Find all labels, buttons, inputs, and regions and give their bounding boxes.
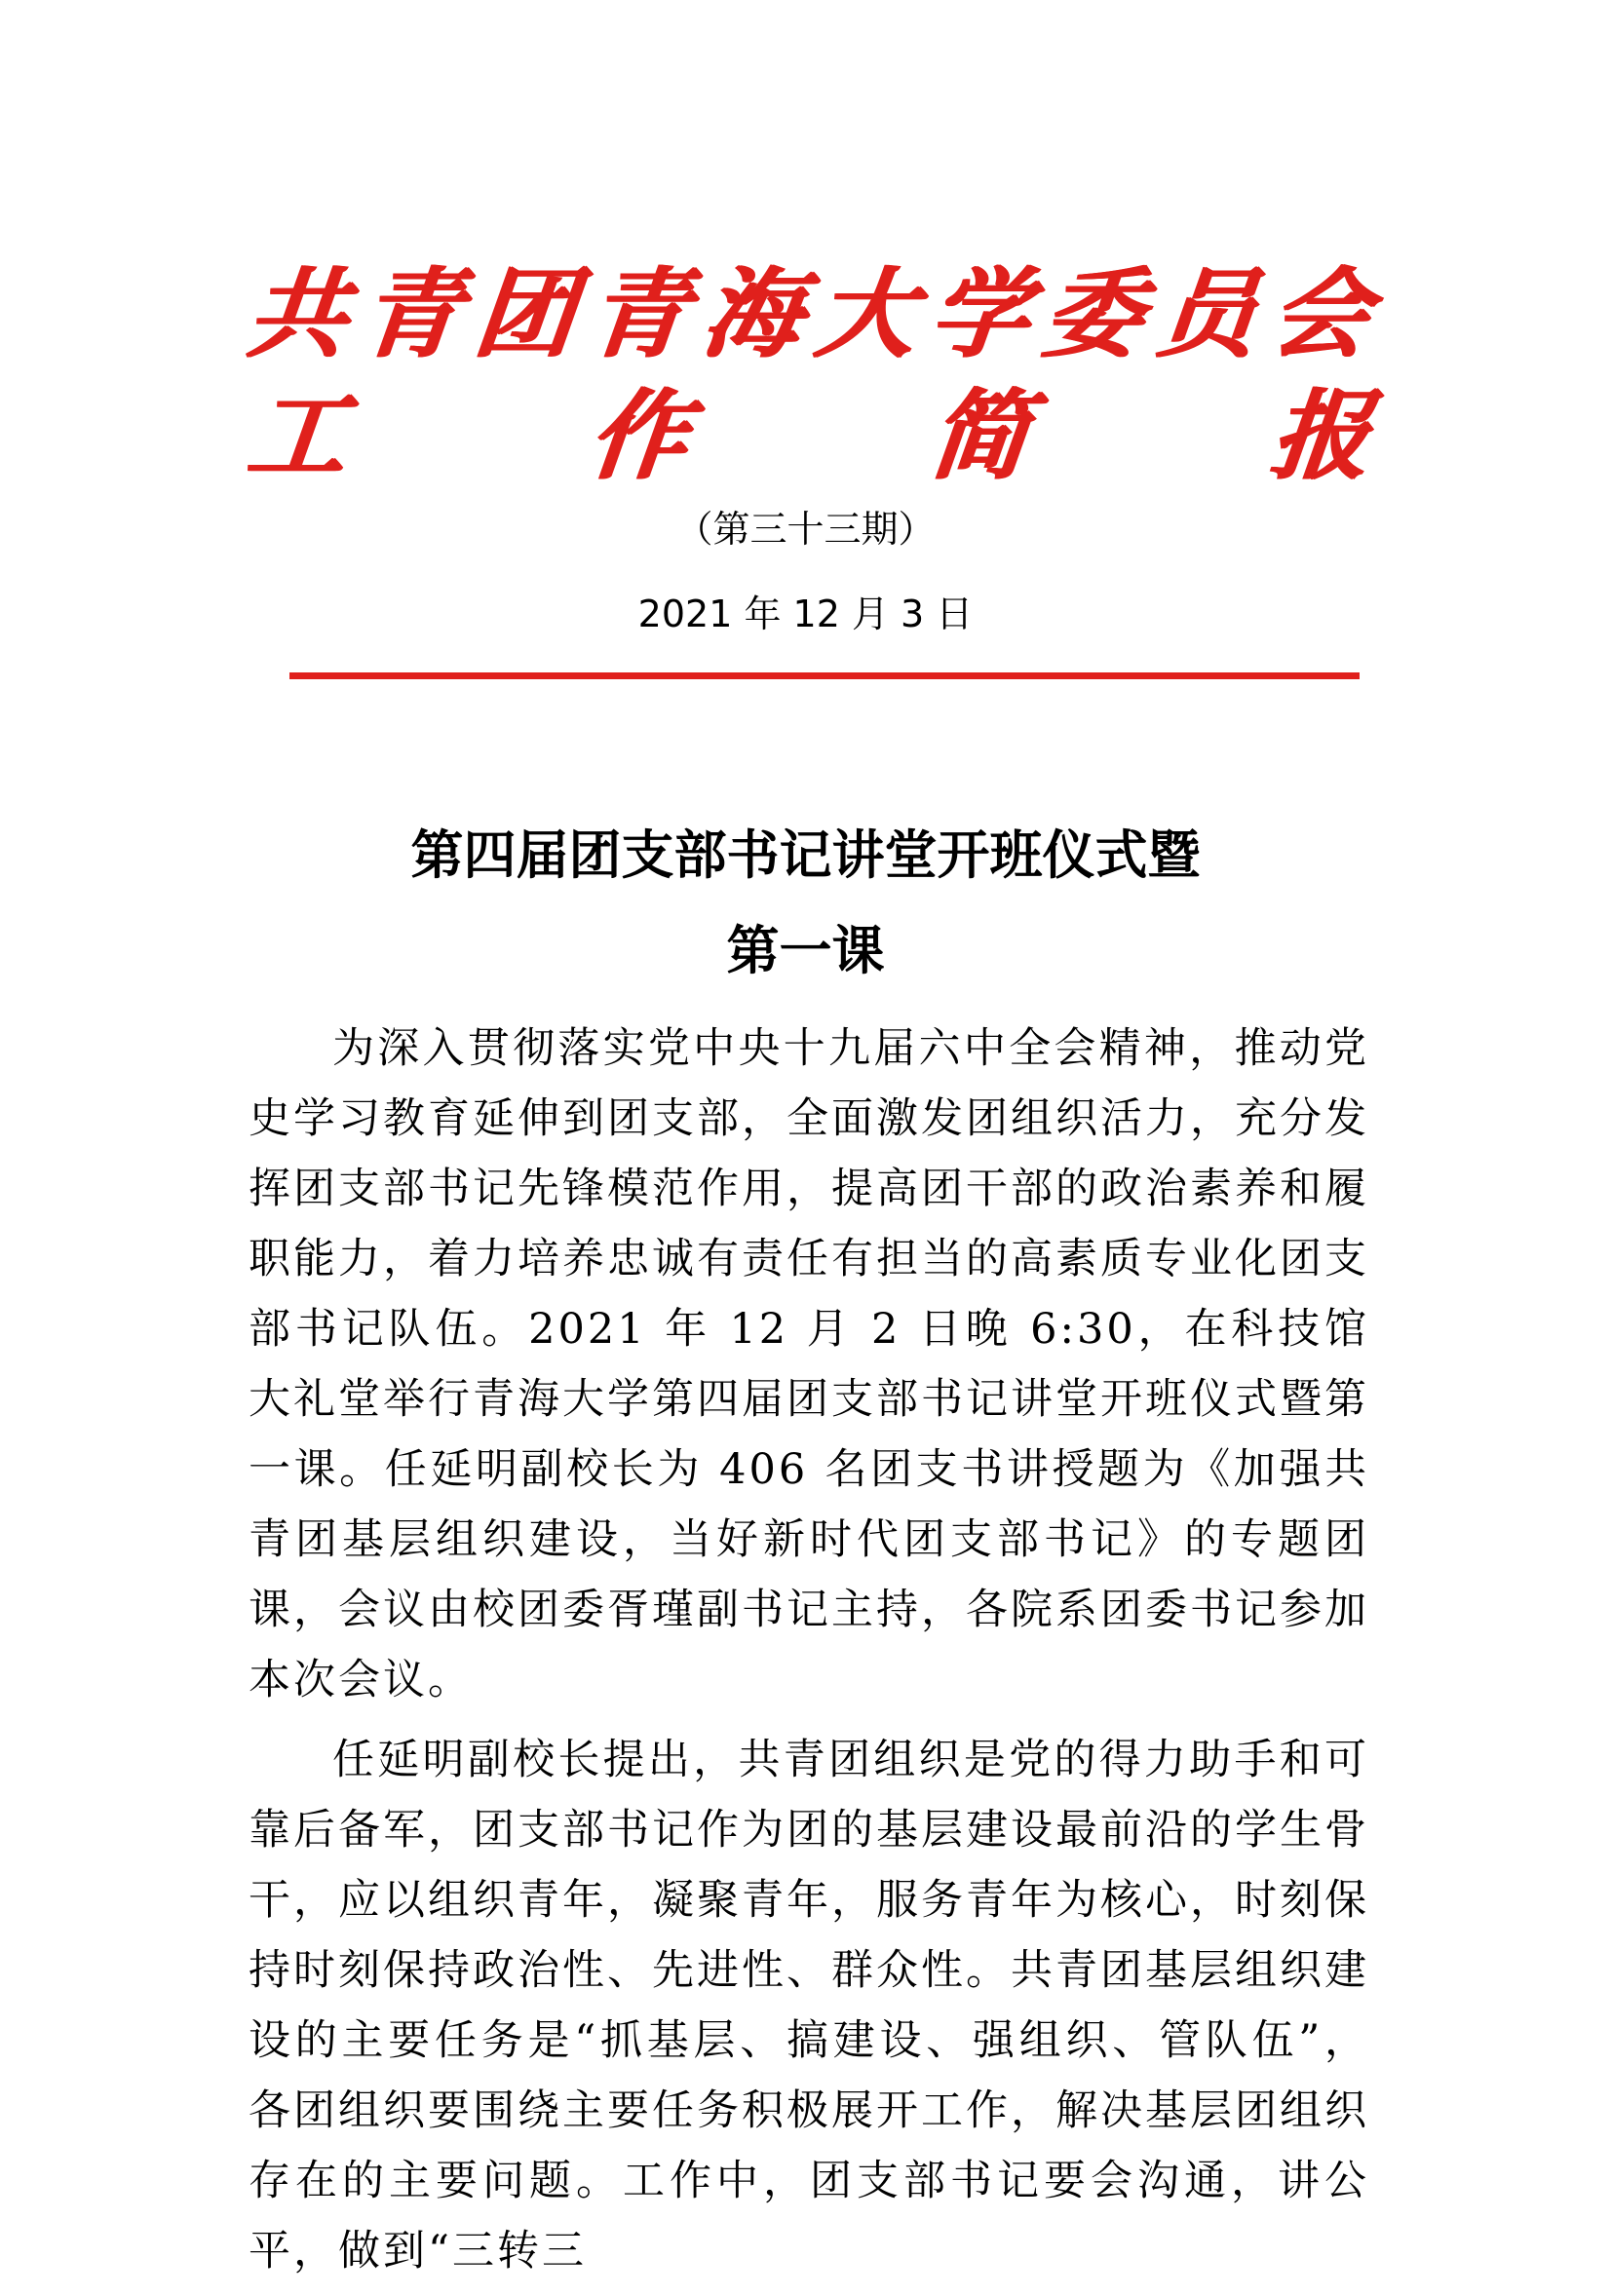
masthead-char: 青 xyxy=(583,256,694,371)
article-paragraph: 为深入贯彻落实党中央十九届六中全会精神，推动党史学习教育延伸到团支部，全面激发团组织活力，充分发挥团支部书记先锋模范作用，提高团干部的政治素养和履职能力，着力培养忠诚有责任有担当的高素质专业化团支部书记队伍。2021 年 12 月 2 日晚 6:30，在科技馆大礼堂举行青海大学第四届团支部书记讲堂开班仪式暨第一课。任延明副校长为 406 名团支书讲授题为《加强共青团基层组织建设，当好新时代团支部书记》的专题团课，会议由校团委胥瑾副书记主持，各院系团委书记参加本次会议。 xyxy=(249,1024,1369,1704)
masthead-char: 工 xyxy=(242,378,353,493)
masthead-char: 委 xyxy=(1038,256,1148,371)
masthead-char: 海 xyxy=(697,256,807,371)
issue-date: 2021 年 12 月 3 日 xyxy=(637,593,974,635)
masthead-org-name xyxy=(243,255,1376,372)
article-body xyxy=(249,1014,1369,2296)
masthead-char: 简 xyxy=(924,378,1035,493)
masthead-char: 团 xyxy=(470,256,580,371)
masthead-char: 报 xyxy=(1265,378,1376,493)
article-title-line2: 第一课 xyxy=(726,919,885,981)
masthead-char: 作 xyxy=(583,378,694,493)
issue-number: （第三十三期） xyxy=(675,508,936,551)
masthead-char: 员 xyxy=(1152,256,1262,371)
masthead-publication-name xyxy=(242,375,1375,497)
masthead-char: 青 xyxy=(356,256,466,371)
masthead-char: 共 xyxy=(242,256,353,371)
masthead-char: 会 xyxy=(1265,256,1376,371)
red-divider xyxy=(289,672,1360,679)
masthead-char: 大 xyxy=(811,256,921,371)
article-paragraph: 任延明副校长提出，共青团组织是党的得力助手和可靠后备军，团支部书记作为团的基层建设最前沿的学生骨干，应以组织青年，凝聚青年，服务青年为核心，时刻保持时刻保持政治性、先进性、群众性。共青团基层组织建设的主要任务是“抓基层、搞建设、强组织、管队伍”，各团组织要围绕主要任务积极展开工作，解决基层团组织存在的主要问题。工作中，团支部书记要会沟通，讲公平，做到“三转三 xyxy=(249,1736,1369,2276)
masthead-char: 学 xyxy=(924,256,1035,371)
article-title-line1: 第四届团支部书记讲堂开班仪式暨 xyxy=(410,823,1201,886)
